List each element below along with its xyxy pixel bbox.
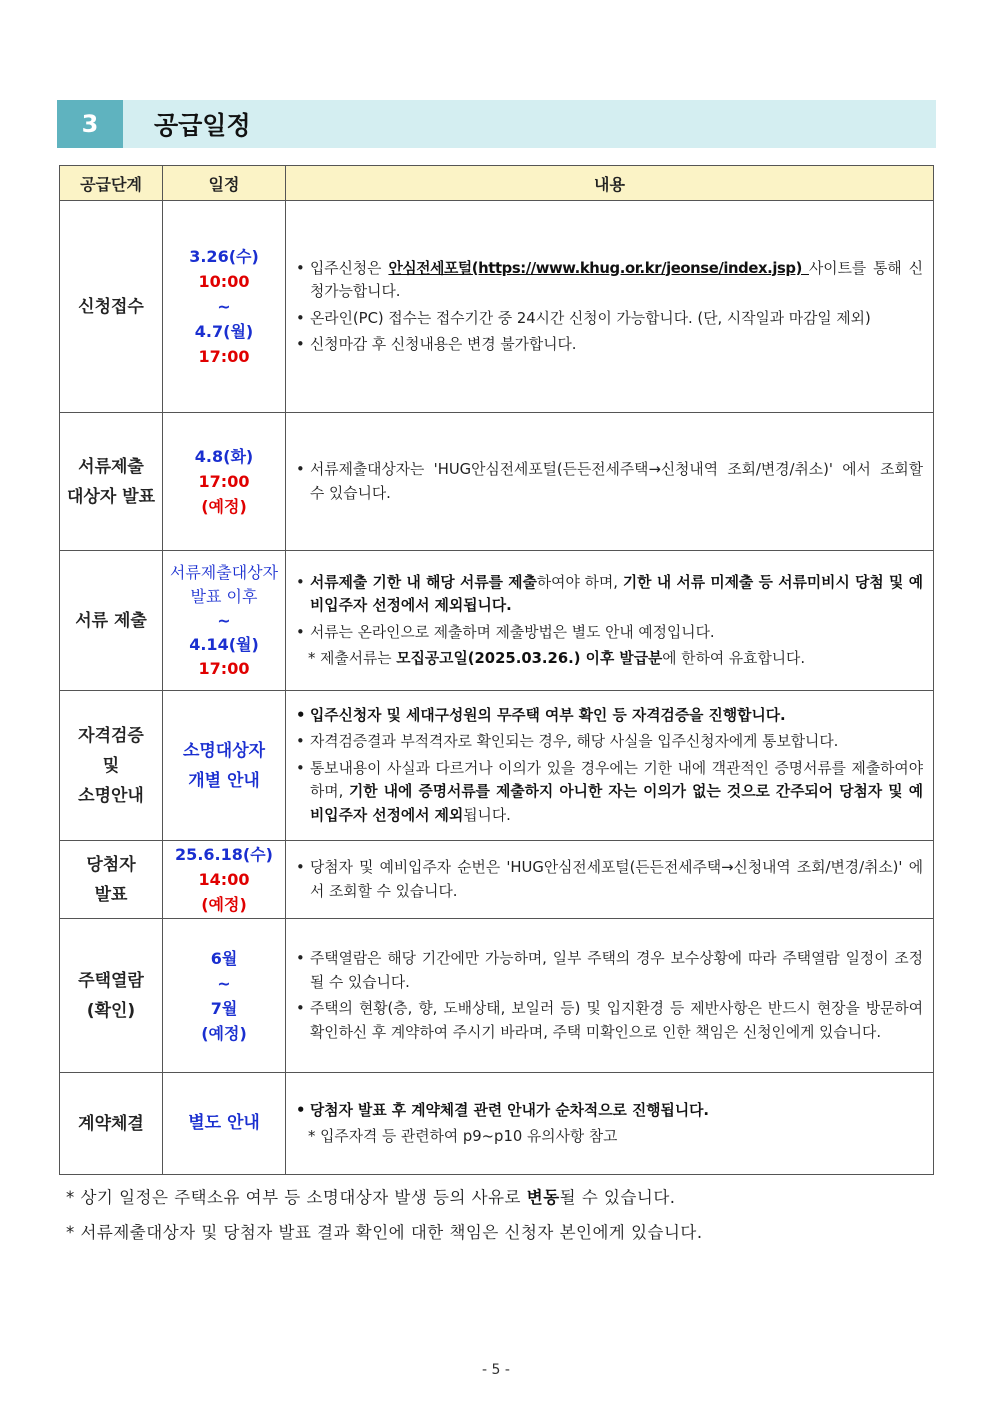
time-value: 14:00 [198,870,250,889]
content-cell [286,413,934,551]
date-line: 서류제출대상자 [169,562,279,582]
table-row [60,691,934,841]
section-title: 공급일정 [154,111,251,140]
content-item: • 서류는 온라인으로 제출하며 제출방법은 별도 안내 예정입니다. [294,621,923,645]
stage-label: 대상자 발표 [66,486,156,507]
table-row [60,551,934,691]
footnote: * 상기 일정은 주택소유 여부 등 소명대상자 발생 등의 사유로 변동될 수 있습니다. [66,1188,676,1207]
date-note: (예정) [201,497,247,516]
time-value: 17:00 [198,472,250,491]
date-cell [163,691,286,841]
date-end: 4.7(월) [194,322,254,341]
content-item: • 서류제출 기한 내 해당 서류를 제출하여야 하며, 기한 내 서류 미제출 등 서류미비시 당첨 및 예비입주자 선정에서 제외됩니다. [294,571,923,618]
portal-link[interactable]: 안심전세포털(https://www.khug.or.kr/jeonse/index.jsp) [388,259,809,277]
date-line: 6월 [210,948,238,968]
date-line: 개별 안내 [188,770,260,791]
content-item: • 주택열람은 해당 기간에만 가능하며, 일부 주택의 경우 보수상황에 따라 주택열람 일정이 조정될 수 있습니다. [294,947,923,994]
time-end: 17:00 [198,347,250,366]
date-cell [163,201,286,413]
table-header-row [60,166,934,201]
stage-cell [60,201,163,413]
content-item: • 입주신청자 및 세대구성원의 무주택 여부 확인 등 자격검증을 진행합니다. [294,704,923,728]
stage-cell [60,919,163,1073]
content-item: • 자격검증결과 부적격자로 확인되는 경우, 해당 사실을 입주신청자에게 통보합니다. [294,730,923,754]
stage-label: 및 [102,755,120,776]
stage-cell [60,413,163,551]
table-row [60,919,934,1073]
content-cell [286,551,934,691]
date-value: 25.6.18(수) [175,845,273,864]
content-cell [286,201,934,413]
time-start: 10:00 [198,272,250,291]
date-cell [163,413,286,551]
table-row [60,201,934,413]
footnote: * 서류제출대상자 및 당첨자 발표 결과 확인에 대한 책임은 신청자 본인에게 있습니다. [66,1223,703,1242]
content-item: • 당첨자 및 예비입주자 순번은 'HUG안심전세포털(든든전세주택→신청내역 조회/변경/취소)' 에서 조회할 수 있습니다. [294,856,923,903]
stage-label: 발표 [94,884,128,905]
header-stage: 공급단계 [60,166,163,201]
content-item: • 서류제출대상자는 'HUG안심전세포털(든든전세주택→신청내역 조회/변경/취소)' 에서 조회할 수 있습니다. [294,458,923,505]
page-number: - 5 - [482,1362,510,1378]
content-item: • 온라인(PC) 접수는 접수기간 중 24시간 신청이 가능합니다. (단, 시작일과 마감일 제외) [294,307,923,331]
stage-label: 소명안내 [78,785,144,806]
header-date: 일정 [163,166,286,201]
schedule-table [59,165,934,1175]
date-cell [163,841,286,919]
content-cell [286,919,934,1073]
stage-label: 계약체결 [78,1113,144,1134]
content-item: • 입주신청은 안심전세포털(https://www.khug.or.kr/jeonse/index.jsp) 사이트를 통해 신청가능합니다. [294,257,923,304]
content-cell [286,1073,934,1175]
date-start: 3.26(수) [189,247,259,266]
stage-label: 당첨자 [86,854,136,875]
stage-cell [60,551,163,691]
table-row [60,841,934,919]
table-row [60,413,934,551]
header-content: 내용 [286,166,934,201]
time-end: 17:00 [198,658,250,678]
date-line: 별도 안내 [188,1113,260,1133]
stage-label: 신청접수 [78,296,144,317]
stage-cell [60,691,163,841]
content-note: * 제출서류는 모집공고일(2025.03.26.) 이후 발급분에 한하여 유효합니다. [308,650,806,667]
date-note: (예정) [201,895,247,914]
stage-label: (확인) [86,1000,136,1021]
date-note: (예정) [201,1023,247,1043]
date-line: 소명대상자 [182,740,266,761]
date-tilde: ~ [217,297,231,316]
stage-label: 서류제출 [78,456,144,477]
date-end: 4.14(월) [189,634,259,654]
stage-label: 서류 제출 [75,610,147,631]
content-item: • 주택의 현황(층, 향, 도배상태, 보일러 등) 및 입지환경 등 제반사항은 반드시 현장을 방문하여 확인하신 후 계약하여 주시기 바라며, 주택 미확인으로 인한 책임은 신청인에게 있습니다. [294,997,923,1044]
date-cell [163,919,286,1073]
date-line: 7월 [210,998,238,1018]
date-cell [163,551,286,691]
content-cell [286,841,934,919]
content-cell [286,691,934,841]
section-number: 3 [57,100,123,148]
content-note: * 입주자격 등 관련하여 p9~p10 유의사항 참고 [308,1128,618,1145]
date-value: 4.8(화) [194,447,254,466]
content-item: • 통보내용이 사실과 다르거나 이의가 있을 경우에는 기한 내에 객관적인 증명서류를 제출하여야 하며, 기한 내에 증명서류를 제출하지 아니한 자는 이의가 없는 것으로 간주되어 당첨자 및 예비입주자 선정에서 제외됩니다. [294,757,923,828]
date-cell [163,1073,286,1175]
stage-label: 주택열람 [78,970,144,991]
content-item: • 당첨자 발표 후 계약체결 관련 안내가 순차적으로 진행됩니다. [294,1099,923,1123]
section-header [57,100,936,148]
date-tilde: ~ [217,973,231,993]
date-line: 발표 이후 [190,586,258,606]
stage-label: 자격검증 [78,725,144,746]
table-row [60,1073,934,1175]
content-item: • 신청마감 후 신청내용은 변경 불가합니다. [294,333,923,357]
stage-cell [60,1073,163,1175]
stage-cell [60,841,163,919]
date-tilde: ~ [217,610,231,630]
